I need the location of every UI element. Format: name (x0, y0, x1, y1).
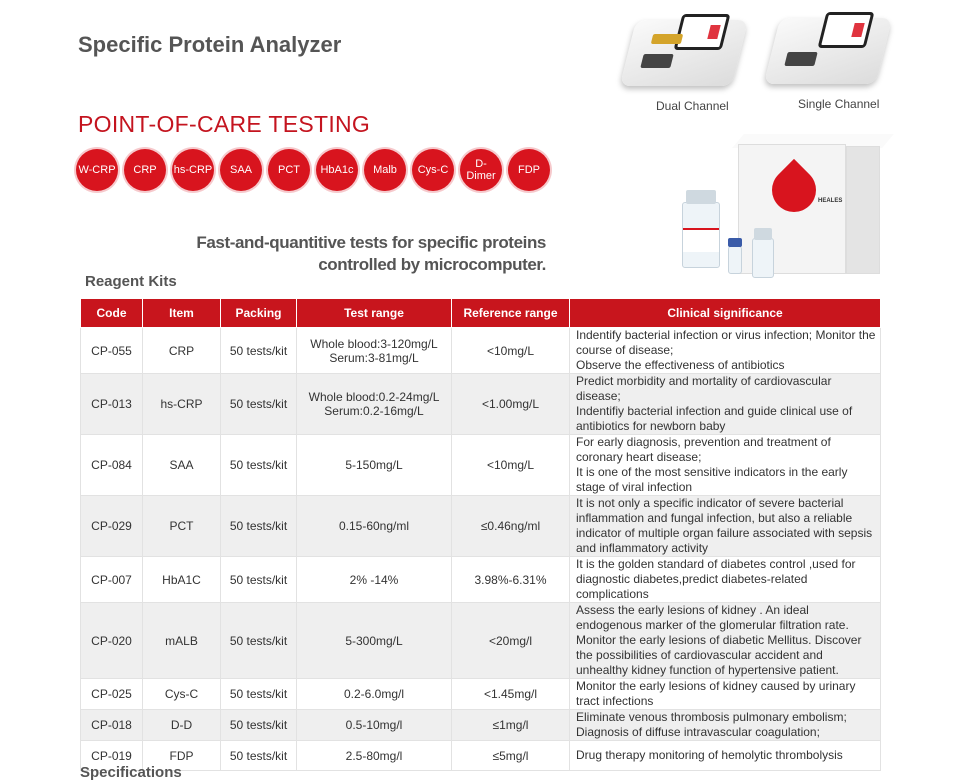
code-cell: CP-007 (81, 557, 143, 603)
code-cell: CP-025 (81, 679, 143, 710)
reagent-kits-heading: Reagent Kits (85, 273, 177, 290)
significance-line: Observe the effectiveness of antibiotics (576, 358, 785, 372)
single-channel-analyzer-image (766, 8, 896, 88)
table-row (81, 374, 881, 435)
range-line: Whole blood:3-120mg/L (310, 336, 438, 351)
significance-cell: Drug therapy monitoring of hemolytic thrombolysis (570, 741, 881, 771)
reference-cell: <10mg/L (452, 435, 570, 496)
item-cell: PCT (143, 496, 221, 557)
tagline-line: controlled by microcomputer. (318, 255, 546, 274)
packing-cell: 50 tests/kit (221, 710, 297, 741)
test-badge: hs-CRP (172, 149, 214, 191)
item-cell: D-D (143, 710, 221, 741)
item-cell: SAA (143, 435, 221, 496)
significance-line: For early diagnosis, prevention and treatment of coronary heart disease; (576, 435, 831, 464)
range-line: Serum:3-81mg/L (329, 350, 419, 365)
test-range-cell: 5-300mg/L (297, 603, 452, 679)
reagent-kit-image (668, 128, 890, 296)
significance-cell: Monitor the early lesions of kidney caused by urinary tract infections (570, 679, 881, 710)
test-badge: Cys-C (412, 149, 454, 191)
test-badge: PCT (268, 149, 310, 191)
significance-line: It is one of the most sensitive indicators in the early stage of viral infection (576, 465, 848, 494)
test-range-cell: 0.5-10mg/l (297, 710, 452, 741)
reference-cell: <20mg/l (452, 603, 570, 679)
test-range-cell: 2% -14% (297, 557, 452, 603)
significance-line: Indentify bacterial infection or virus infection; Monitor the course of disease; (576, 328, 876, 357)
significance-line: Indentifiy bacterial infection and guide clinical use of antibiotics for newborn baby (576, 404, 853, 433)
table-row (81, 679, 881, 710)
table-row (81, 741, 881, 771)
test-badge: D- Dimer (460, 149, 502, 191)
significance-line: Predict morbidity and mortality of cardiovascular disease; (576, 374, 832, 403)
test-badge: SAA (220, 149, 262, 191)
test-badge-row (76, 149, 550, 191)
reference-cell: <1.00mg/L (452, 374, 570, 435)
code-cell: CP-018 (81, 710, 143, 741)
range-line: Whole blood:0.2-24mg/L (308, 390, 440, 404)
column-header: Item (143, 299, 221, 328)
column-header: Test range (297, 299, 452, 328)
code-cell: CP-055 (81, 328, 143, 374)
packing-cell: 50 tests/kit (221, 435, 297, 496)
test-badge: FDP (508, 149, 550, 191)
packing-cell: 50 tests/kit (221, 741, 297, 771)
significance-cell (570, 328, 881, 374)
significance-cell (570, 603, 881, 679)
test-range-cell: 5-150mg/L (297, 435, 452, 496)
packing-cell: 50 tests/kit (221, 374, 297, 435)
packing-cell: 50 tests/kit (221, 603, 297, 679)
test-range-cell (297, 374, 452, 435)
reference-cell: 3.98%-6.31% (452, 557, 570, 603)
test-badge: HbA1c (316, 149, 358, 191)
single-channel-label: Single Channel (798, 97, 880, 111)
poc-heading: POINT-OF-CARE TESTING (78, 111, 371, 137)
table-row (81, 710, 881, 741)
table-row (81, 557, 881, 603)
significance-line: Monitor the early lesions of diabetic Mellitus. Discover the possibilities of cardiovascular accident and unhealthy kidney function of hypertensive patient. (576, 633, 862, 677)
dual-channel-analyzer-image (622, 10, 752, 90)
significance-cell: It is the golden standard of diabetes control ,used for diagnostic diabetes,predict diabetes-related complications (570, 557, 881, 603)
tagline-line: Fast-and-quantitive tests for specific proteins (196, 233, 546, 252)
table-row (81, 435, 881, 496)
item-cell: FDP (143, 741, 221, 771)
table-row (81, 328, 881, 374)
item-cell: CRP (143, 328, 221, 374)
code-cell: CP-020 (81, 603, 143, 679)
packing-cell: 50 tests/kit (221, 328, 297, 374)
packing-cell: 50 tests/kit (221, 496, 297, 557)
reference-cell: <10mg/L (452, 328, 570, 374)
significance-cell (570, 374, 881, 435)
column-header: Code (81, 299, 143, 328)
test-range-cell: 0.2-6.0mg/l (297, 679, 452, 710)
significance-cell: It is not only a specific indicator of severe bacterial inflammation and fungal infection, but also a reliable indicator of multiple organ failure associated with sepsis and inflammatory activity (570, 496, 881, 557)
significance-line: Eliminate venous thrombosis pulmonary embolism; (576, 710, 847, 724)
column-header: Packing (221, 299, 297, 328)
significance-line: Assess the early lesions of kidney . An ideal endogenous marker of the glomerular filtration rate. (576, 603, 849, 632)
code-cell: CP-029 (81, 496, 143, 557)
reagent-kits-table (80, 298, 881, 771)
significance-cell (570, 435, 881, 496)
item-cell: mALB (143, 603, 221, 679)
code-cell: CP-084 (81, 435, 143, 496)
table-row (81, 496, 881, 557)
tagline (196, 232, 546, 276)
test-badge: W-CRP (76, 149, 118, 191)
range-line: Serum:0.2-16mg/L (324, 404, 424, 418)
item-cell: HbA1C (143, 557, 221, 603)
packing-cell: 50 tests/kit (221, 679, 297, 710)
specifications-heading: Specifications (80, 764, 182, 781)
test-badge: Malb (364, 149, 406, 191)
page-title: Specific Protein Analyzer (78, 32, 342, 57)
reference-cell: ≤0.46ng/ml (452, 496, 570, 557)
test-range-cell (297, 328, 452, 374)
table-row (81, 603, 881, 679)
code-cell: CP-013 (81, 374, 143, 435)
test-badge: CRP (124, 149, 166, 191)
kit-brand-text: HEALES (818, 198, 843, 204)
packing-cell: 50 tests/kit (221, 557, 297, 603)
reference-cell: ≤5mg/l (452, 741, 570, 771)
reference-cell: <1.45mg/l (452, 679, 570, 710)
test-range-cell: 2.5-80mg/l (297, 741, 452, 771)
column-header: Reference range (452, 299, 570, 328)
dual-channel-label: Dual Channel (656, 99, 729, 113)
item-cell: hs-CRP (143, 374, 221, 435)
column-header: Clinical significance (570, 299, 881, 328)
reference-cell: ≤1mg/l (452, 710, 570, 741)
code-cell: CP-019 (81, 741, 143, 771)
item-cell: Cys-C (143, 679, 221, 710)
significance-line: Diagnosis of diffuse intravascular coagulation; (576, 725, 820, 739)
table-header-row (81, 299, 881, 328)
test-range-cell: 0.15-60ng/ml (297, 496, 452, 557)
significance-cell (570, 710, 881, 741)
